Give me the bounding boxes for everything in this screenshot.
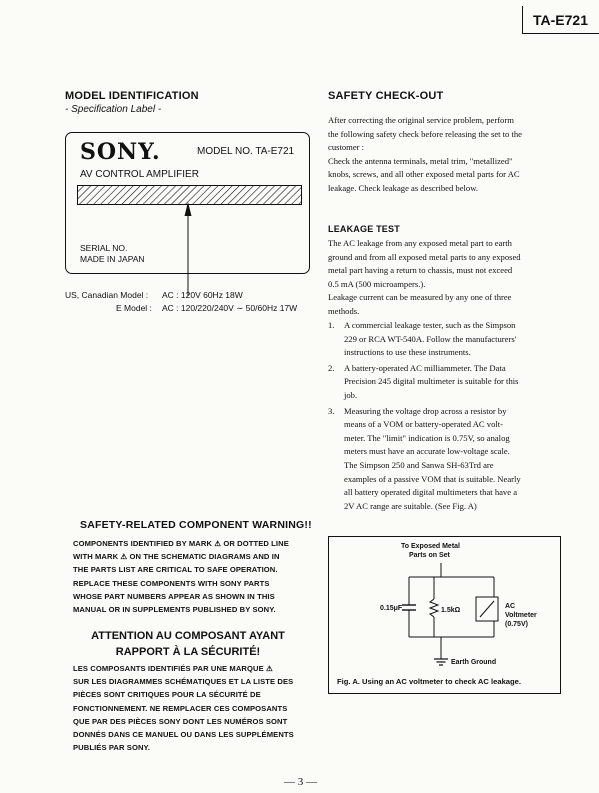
spec-label-subtitle: - Specification Label - — [65, 104, 162, 115]
label-model-no: MODEL NO. TA-E721 — [197, 146, 295, 157]
warning-body — [73, 537, 303, 616]
fig-ground-label: Earth Ground — [451, 659, 497, 666]
us-model-spec: AC : 120V 60Hz 18W — [162, 290, 243, 300]
page-number: — 3 — — [284, 776, 317, 788]
sony-logo: SONY. — [80, 139, 161, 165]
text-line: ground and from all exposed metal parts to any exposed — [328, 251, 521, 262]
fig-cap-label: 0.15μF — [380, 605, 403, 612]
text-line: FONCTIONNEMENT. NE REMPLACER CES COMPOSANTS — [73, 703, 288, 713]
leakage-test-title: LEAKAGE TEST — [328, 224, 400, 234]
fig-top-label-2: Parts on Set — [409, 552, 450, 559]
attention-title — [73, 628, 303, 660]
text-line: A battery-operated AC milliammeter. The Data — [344, 362, 506, 373]
text-line: The AC leakage from any exposed metal part to earth — [328, 238, 512, 248]
text-line: A commercial leakage tester, such as the Simpson — [344, 320, 516, 330]
text-line: PIÈCES SONT CRITIQUES POUR LA SÉCURITÉ DE — [73, 690, 261, 700]
text-line: QUE PAR DES PIÈCES SONY DONT LES NUMÉROS SONT — [73, 716, 288, 726]
e-model-spec: AC : 120/220/240V ∼ 50/60Hz 17W — [162, 303, 298, 313]
text-line: WITH MARK ⚠ ON THE SCHEMATIC DIAGRAMS AND IN — [73, 552, 280, 562]
text-line: COMPONENTS IDENTIFIED BY MARK ⚠ OR DOTTED LINE — [73, 539, 289, 548]
safety-checkout-body — [328, 114, 558, 196]
model-identification-title: MODEL IDENTIFICATION — [65, 90, 199, 102]
text-line: Leakage current can be measured by any one of three — [328, 292, 512, 303]
warning-title: SAFETY-RELATED COMPONENT WARNING!! — [80, 519, 312, 531]
text-line: 0.5 mA (500 microampers.). — [328, 278, 426, 289]
e-model-label: E Model : — [116, 303, 152, 313]
text-line: 2V AC range are suitable. (See Fig. A) — [344, 500, 477, 511]
label-serial: SERIAL NO. — [80, 243, 128, 253]
text-line: After correcting the original service problem, perform — [328, 115, 514, 125]
text-line: RAPPORT À LA SÉCURITÉ! — [115, 646, 261, 658]
label-product: AV CONTROL AMPLIFIER — [80, 169, 199, 180]
text-line: 229 or RCA WT-540A. Follow the manufacturers' — [344, 333, 517, 344]
text-line: examples of a passive VOM that is suitable. Nearly — [344, 473, 521, 484]
text-line: THE PARTS LIST ARE CRITICAL TO SAFE OPERATION. — [73, 565, 278, 575]
list-item — [328, 405, 558, 514]
text-line: means of a VOM or battery-operated AC volt- — [344, 419, 504, 430]
text-line: leakage. Check leakage as described below. — [328, 182, 478, 193]
text-line: metal part having a return to chassis, must not exceed — [328, 265, 513, 276]
text-line: meters must have an accurate low-voltage scale. — [344, 446, 510, 457]
text-line: REPLACE THESE COMPONENTS WITH SONY PARTS — [73, 578, 270, 588]
fig-top-label-1: To Exposed Metal — [401, 543, 460, 550]
text-line: DONNÉS DANS CE MANUEL OU DANS LES SUPPLÉMENTS — [73, 730, 294, 740]
text-line: methods. — [328, 305, 360, 316]
text-line: WHOSE PART NUMBERS APPEAR AS SHOWN IN THIS — [73, 591, 275, 601]
leakage-methods-list — [328, 319, 558, 513]
text-line: job. — [344, 389, 358, 400]
fig-meter-label-1: AC — [505, 603, 516, 610]
text-line: The Simpson 250 and Sanwa SH-63Trd are — [344, 459, 494, 470]
text-line: knobs, screws, and all other exposed metal parts for AC — [328, 169, 520, 180]
attention-body — [73, 662, 303, 754]
leakage-test-body — [328, 237, 558, 319]
text-line: customer : — [328, 142, 365, 153]
text-line: meter. The "limit" indication is 0.75V, so analog — [344, 432, 510, 443]
fig-res-label: 1.5kΩ — [441, 607, 461, 614]
fig-meter-label-2: Voltmeter — [505, 612, 537, 619]
text-line: MANUAL OR IN SUPPLEMENTS PUBLISHED BY SONY. — [73, 605, 276, 615]
text-line: all battery operated digital multimeters that have a — [344, 487, 518, 498]
text-line: SUR LES DIAGRAMMES SCHÉMATIQUES ET LA LISTE DES — [73, 677, 294, 687]
list-item-number: 2. — [328, 362, 335, 373]
pointer-arrow — [180, 200, 196, 300]
list-item — [328, 319, 558, 360]
text-line: ATTENTION AU COMPOSANT AYANT — [91, 630, 285, 642]
list-item-number: 3. — [328, 405, 335, 416]
list-item — [328, 362, 558, 403]
text-line: Check the antenna terminals, metal trim, "metallized" — [328, 155, 513, 166]
safety-checkout-title: SAFETY CHECK-OUT — [328, 90, 444, 102]
text-line: the following safety check before releasing the set to the — [328, 128, 523, 139]
us-model-label: US, Canadian Model : — [65, 290, 149, 300]
list-item-number: 1. — [328, 320, 335, 330]
text-line: Measuring the voltage drop across a resistor by — [344, 405, 507, 416]
model-tag: TA-E721 — [522, 6, 599, 34]
fig-meter-label-3: (0.75V) — [505, 621, 528, 628]
text-line: LES COMPOSANTS IDENTIFIÉS PAR UNE MARQUE ⚠ — [73, 664, 273, 673]
figure-a — [328, 536, 561, 694]
text-line: instructions to use these instruments. — [344, 347, 471, 358]
text-line: Precision 245 digital multimeter is suitable for this — [344, 376, 519, 387]
fig-caption: Fig. A. Using an AC voltmeter to check AC leakage. — [337, 677, 521, 686]
text-line: PUBLIÉS PAR SONY. — [73, 743, 151, 753]
label-made-in: MADE IN JAPAN — [80, 254, 145, 264]
